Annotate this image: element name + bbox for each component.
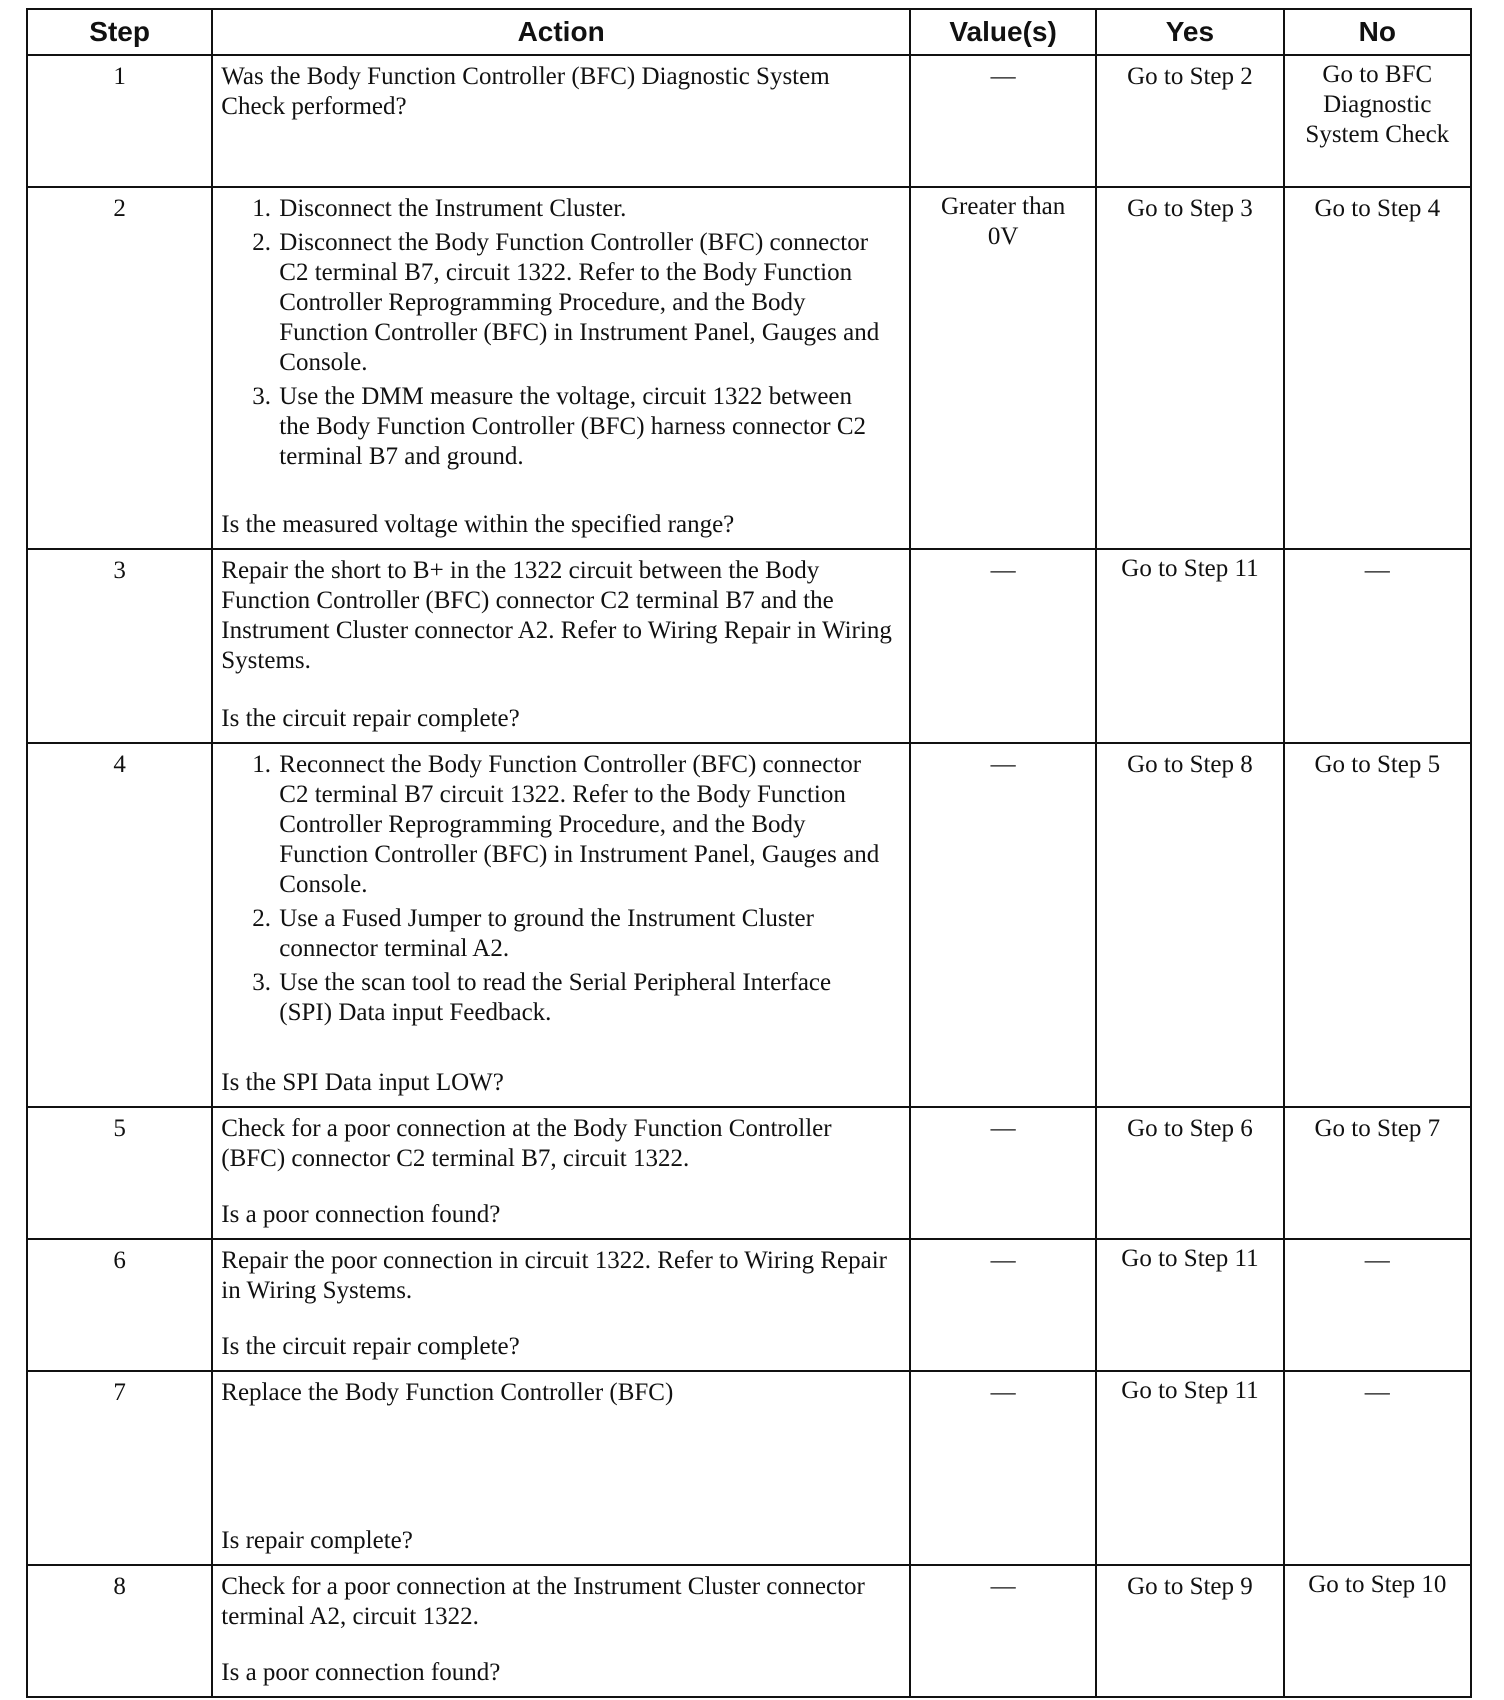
diagnostic-page xyxy=(26,8,1472,1698)
step-number: 7 xyxy=(27,1371,212,1565)
question-text: Is the SPI Data input LOW? xyxy=(221,1069,504,1096)
yes-cell: Go to Step 2 xyxy=(1096,55,1283,187)
no-cell: — xyxy=(1284,1239,1471,1371)
question-text: Is a poor connection found? xyxy=(221,1201,501,1228)
table-row xyxy=(27,55,1471,187)
no-cell: Go to Step 5 xyxy=(1284,743,1471,1107)
diagnostic-table xyxy=(26,8,1472,1698)
action-text: Repair the poor connection in circuit 1322. Refer to Wiring Repair in Wiring Systems. xyxy=(221,1247,887,1304)
action-text: Check for a poor connection at the Instrument Cluster connector terminal A2, circuit 1322. xyxy=(221,1573,865,1630)
action-cell xyxy=(212,187,910,549)
step-number: 6 xyxy=(27,1239,212,1371)
question-text: Is the measured voltage within the specified range? xyxy=(221,511,735,538)
action-cell xyxy=(212,1565,910,1697)
step-number: 1 xyxy=(27,55,212,187)
yes-cell: Go to Step 11 xyxy=(1096,1371,1283,1565)
table-row xyxy=(27,743,1471,1107)
header-action: Action xyxy=(212,9,910,55)
no-cell: Go to Step 7 xyxy=(1284,1107,1471,1239)
action-text: Was the Body Function Controller (BFC) Diagnostic System Check performed? xyxy=(221,63,830,120)
header-step: Step xyxy=(27,9,212,55)
procedure-step: 1. Reconnect the Body Function Controller (BFC) connector C2 terminal B7 circuit 1322. Refer to the Body Function Controller Reprogramming Procedure, and the Body Function Controller (BFC) in Instrument Panel, Gauges and Console. xyxy=(277,750,887,900)
header-values: Value(s) xyxy=(910,9,1096,55)
value-cell: — xyxy=(910,1107,1096,1239)
table-row xyxy=(27,1107,1471,1239)
table-row xyxy=(27,1239,1471,1371)
yes-cell: Go to Step 9 xyxy=(1096,1565,1283,1697)
no-cell: Go to BFC Diagnostic System Check xyxy=(1284,55,1471,187)
yes-cell: Go to Step 11 xyxy=(1096,1239,1283,1371)
value-cell: — xyxy=(910,549,1096,743)
procedure-step: 2. Use a Fused Jumper to ground the Instrument Cluster connector terminal A2. xyxy=(277,904,887,964)
action-text: Replace the Body Function Controller (BFC) xyxy=(221,1379,674,1406)
action-cell xyxy=(212,55,910,187)
table-row xyxy=(27,549,1471,743)
header-no: No xyxy=(1284,9,1471,55)
step-number: 4 xyxy=(27,743,212,1107)
no-cell: Go to Step 4 xyxy=(1284,187,1471,549)
procedure-step: 3. Use the DMM measure the voltage, circuit 1322 between the Body Function Controller (BFC) harness connector C2 terminal B7 and ground. xyxy=(277,382,887,472)
action-cell xyxy=(212,1107,910,1239)
header-yes: Yes xyxy=(1096,9,1283,55)
procedure-step: 3. Use the scan tool to read the Serial Peripheral Interface (SPI) Data input Feedback. xyxy=(277,968,887,1028)
yes-cell: Go to Step 6 xyxy=(1096,1107,1283,1239)
step-number: 2 xyxy=(27,187,212,549)
action-cell xyxy=(212,1239,910,1371)
value-cell: Greater than 0V xyxy=(910,187,1096,549)
table-row xyxy=(27,1565,1471,1697)
value-cell: — xyxy=(910,743,1096,1107)
question-text: Is the circuit repair complete? xyxy=(221,705,520,732)
question-text: Is the circuit repair complete? xyxy=(221,1333,520,1360)
step-number: 3 xyxy=(27,549,212,743)
procedure-step: 2. Disconnect the Body Function Controller (BFC) connector C2 terminal B7, circuit 1322. Refer to the Body Function Controller Reprogramming Procedure, and the Body Function Controller (BFC) in Instrument Panel, Gauges and Console. xyxy=(277,228,887,378)
header-row xyxy=(27,9,1471,55)
no-cell: Go to Step 10 xyxy=(1284,1565,1471,1697)
table-row xyxy=(27,1371,1471,1565)
step-number: 5 xyxy=(27,1107,212,1239)
value-cell: — xyxy=(910,1239,1096,1371)
yes-cell: Go to Step 8 xyxy=(1096,743,1283,1107)
no-cell: — xyxy=(1284,549,1471,743)
table-row xyxy=(27,187,1471,549)
action-text: Check for a poor connection at the Body Function Controller (BFC) connector C2 terminal B7, circuit 1322. xyxy=(221,1115,832,1172)
value-cell: — xyxy=(910,1565,1096,1697)
step-number: 8 xyxy=(27,1565,212,1697)
yes-cell: Go to Step 3 xyxy=(1096,187,1283,549)
action-text: Repair the short to B+ in the 1322 circuit between the Body Function Controller (BFC) connector C2 terminal B7 and the Instrument Cluster connector A2. Refer to Wiring Repair in Wiring Systems. xyxy=(221,557,892,674)
yes-cell: Go to Step 11 xyxy=(1096,549,1283,743)
question-text: Is a poor connection found? xyxy=(221,1659,501,1686)
action-cell xyxy=(212,743,910,1107)
procedure-step: 1. Disconnect the Instrument Cluster. xyxy=(277,194,887,224)
no-cell: — xyxy=(1284,1371,1471,1565)
value-cell: — xyxy=(910,1371,1096,1565)
action-cell xyxy=(212,549,910,743)
procedure-list xyxy=(221,750,901,1032)
value-cell: — xyxy=(910,55,1096,187)
procedure-list xyxy=(221,194,901,476)
action-cell xyxy=(212,1371,910,1565)
question-text: Is repair complete? xyxy=(221,1527,413,1554)
